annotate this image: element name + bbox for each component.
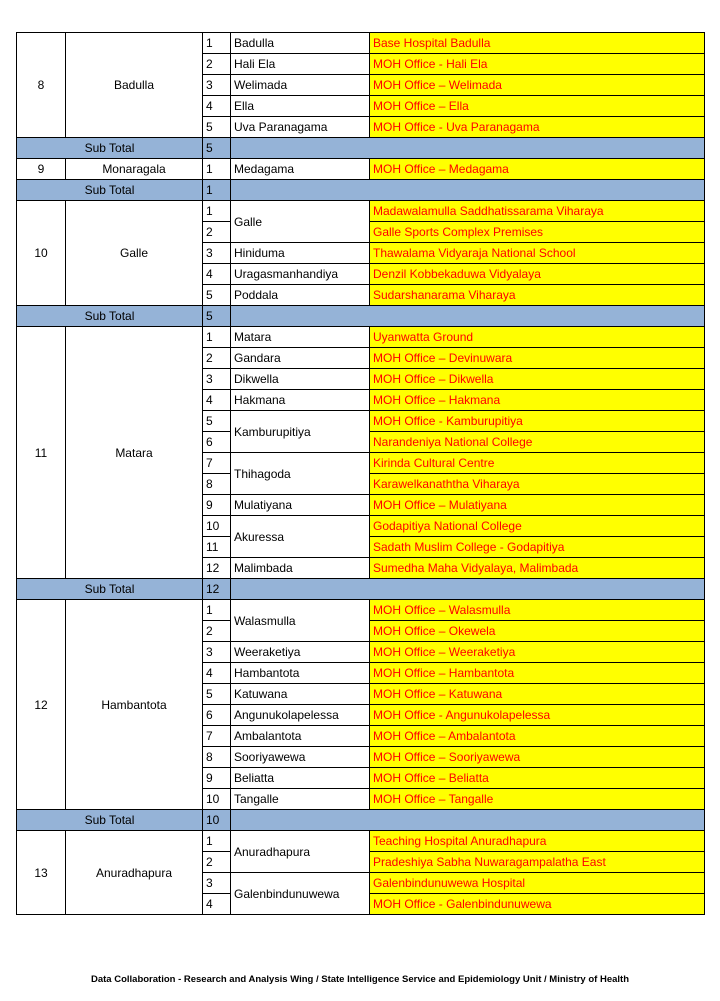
center-number: 3 <box>203 369 231 390</box>
moh-area: Sooriyawewa <box>231 747 370 768</box>
vaccination-center: MOH Office - Galenbindunuwewa <box>370 894 705 915</box>
subtotal-row <box>17 138 705 159</box>
subtotal-label: Sub Total <box>17 579 203 600</box>
vaccination-center: MOH Office - Uva Paranagama <box>370 117 705 138</box>
moh-area: Anuradhapura <box>231 831 370 873</box>
vaccination-center: Godapitiya National College <box>370 516 705 537</box>
center-number: 5 <box>203 117 231 138</box>
vaccination-center: MOH Office – Ella <box>370 96 705 117</box>
vaccination-center: Pradeshiya Sabha Nuwaragampalatha East <box>370 852 705 873</box>
district-name: Monaragala <box>66 159 203 180</box>
center-number: 7 <box>203 726 231 747</box>
vaccination-center: MOH Office – Weeraketiya <box>370 642 705 663</box>
center-number: 4 <box>203 264 231 285</box>
center-number: 4 <box>203 96 231 117</box>
vaccination-center: Madawalamulla Saddhatissarama Viharaya <box>370 201 705 222</box>
center-number: 8 <box>203 474 231 495</box>
moh-area: Uragasmanhandiya <box>231 264 370 285</box>
footer-credit: Data Collaboration - Research and Analysis Wing / State Intelligence Service and Epidemiology Unit / Ministry of Health <box>90 974 629 985</box>
moh-area: Akuressa <box>231 516 370 558</box>
subtotal-label: Sub Total <box>17 138 203 159</box>
moh-area: Hiniduma <box>231 243 370 264</box>
vaccination-center: MOH Office – Hakmana <box>370 390 705 411</box>
vaccination-center: Thawalama Vidyaraja National School <box>370 243 705 264</box>
moh-area: Dikwella <box>231 369 370 390</box>
center-number: 1 <box>203 600 231 621</box>
moh-area: Hambantota <box>231 663 370 684</box>
moh-area: Galle <box>231 201 370 243</box>
vaccination-center: MOH Office – Okewela <box>370 621 705 642</box>
moh-area: Medagama <box>231 159 370 180</box>
subtotal-value: 5 <box>203 306 231 327</box>
moh-area: Poddala <box>231 285 370 306</box>
moh-area: Thihagoda <box>231 453 370 495</box>
subtotal-empty <box>231 810 705 831</box>
center-number: 4 <box>203 390 231 411</box>
subtotal-value: 12 <box>203 579 231 600</box>
vaccination-center: Kirinda Cultural Centre <box>370 453 705 474</box>
moh-area: Uva Paranagama <box>231 117 370 138</box>
center-number: 3 <box>203 75 231 96</box>
district-name: Badulla <box>66 33 203 138</box>
subtotal-empty <box>231 306 705 327</box>
moh-area: Welimada <box>231 75 370 96</box>
center-number: 2 <box>203 621 231 642</box>
vaccination-center: MOH Office – Dikwella <box>370 369 705 390</box>
subtotal-empty <box>231 138 705 159</box>
vaccination-center: Galle Sports Complex Premises <box>370 222 705 243</box>
center-number: 5 <box>203 684 231 705</box>
center-number: 4 <box>203 894 231 915</box>
moh-area: Malimbada <box>231 558 370 579</box>
subtotal-row <box>17 579 705 600</box>
center-number: 2 <box>203 852 231 873</box>
subtotal-row <box>17 306 705 327</box>
vaccination-center: Narandeniya National College <box>370 432 705 453</box>
moh-area: Weeraketiya <box>231 642 370 663</box>
table-row <box>17 600 705 621</box>
district-name: Hambantota <box>66 600 203 810</box>
center-number: 3 <box>203 642 231 663</box>
center-number: 1 <box>203 201 231 222</box>
vaccination-center: MOH Office – Hambantota <box>370 663 705 684</box>
moh-area: Gandara <box>231 348 370 369</box>
vaccination-center: MOH Office – Devinuwara <box>370 348 705 369</box>
subtotal-value: 10 <box>203 810 231 831</box>
subtotal-value: 5 <box>203 138 231 159</box>
vaccination-center: MOH Office – Beliatta <box>370 768 705 789</box>
moh-area: Galenbindunuwewa <box>231 873 370 915</box>
moh-area: Beliatta <box>231 768 370 789</box>
subtotal-label: Sub Total <box>17 180 203 201</box>
vaccination-center: MOH Office - Angunukolapelessa <box>370 705 705 726</box>
district-name: Galle <box>66 201 203 306</box>
subtotal-empty <box>231 180 705 201</box>
moh-area: Ambalantota <box>231 726 370 747</box>
district-name: Anuradhapura <box>66 831 203 915</box>
moh-area: Mulatiyana <box>231 495 370 516</box>
vaccination-center: MOH Office – Mulatiyana <box>370 495 705 516</box>
vaccination-center: MOH Office – Sooriyawewa <box>370 747 705 768</box>
table-row <box>17 33 705 54</box>
table-row <box>17 327 705 348</box>
center-number: 9 <box>203 495 231 516</box>
table-row <box>17 831 705 852</box>
moh-area: Matara <box>231 327 370 348</box>
district-number: 11 <box>17 327 66 579</box>
vaccination-center: Sumedha Maha Vidyalaya, Malimbada <box>370 558 705 579</box>
subtotal-row <box>17 180 705 201</box>
moh-area: Kamburupitiya <box>231 411 370 453</box>
moh-area: Badulla <box>231 33 370 54</box>
center-number: 2 <box>203 222 231 243</box>
center-number: 1 <box>203 327 231 348</box>
district-number: 13 <box>17 831 66 915</box>
moh-area: Katuwana <box>231 684 370 705</box>
subtotal-label: Sub Total <box>17 810 203 831</box>
vaccination-centers-table <box>16 32 705 915</box>
vaccination-center: Teaching Hospital Anuradhapura <box>370 831 705 852</box>
vaccination-center: Galenbindunuwewa Hospital <box>370 873 705 894</box>
center-number: 1 <box>203 159 231 180</box>
center-number: 2 <box>203 348 231 369</box>
moh-area: Angunukolapelessa <box>231 705 370 726</box>
center-number: 10 <box>203 789 231 810</box>
vaccination-center: Denzil Kobbekaduwa Vidyalaya <box>370 264 705 285</box>
center-number: 8 <box>203 747 231 768</box>
center-number: 5 <box>203 411 231 432</box>
moh-area: Ella <box>231 96 370 117</box>
vaccination-center: Sadath Muslim College - Godapitiya <box>370 537 705 558</box>
moh-area: Tangalle <box>231 789 370 810</box>
vaccination-center: MOH Office – Walasmulla <box>370 600 705 621</box>
vaccination-center: MOH Office – Tangalle <box>370 789 705 810</box>
vaccination-center: Sudarshanarama Viharaya <box>370 285 705 306</box>
vaccination-center: MOH Office – Katuwana <box>370 684 705 705</box>
vaccination-center: Karawelkanaththa Viharaya <box>370 474 705 495</box>
center-number: 7 <box>203 453 231 474</box>
vaccination-center: Base Hospital Badulla <box>370 33 705 54</box>
moh-area: Walasmulla <box>231 600 370 642</box>
center-number: 6 <box>203 705 231 726</box>
center-number: 9 <box>203 768 231 789</box>
center-number: 4 <box>203 663 231 684</box>
moh-area: Hakmana <box>231 390 370 411</box>
center-number: 3 <box>203 873 231 894</box>
center-number: 5 <box>203 285 231 306</box>
district-number: 8 <box>17 33 66 138</box>
vaccination-center: MOH Office – Medagama <box>370 159 705 180</box>
table-row <box>17 201 705 222</box>
vaccination-center: MOH Office – Ambalantota <box>370 726 705 747</box>
center-number: 6 <box>203 432 231 453</box>
subtotal-value: 1 <box>203 180 231 201</box>
center-number: 3 <box>203 243 231 264</box>
moh-area: Hali Ela <box>231 54 370 75</box>
center-number: 10 <box>203 516 231 537</box>
center-number: 11 <box>203 537 231 558</box>
vaccination-center: MOH Office - Kamburupitiya <box>370 411 705 432</box>
district-number: 12 <box>17 600 66 810</box>
vaccination-center: MOH Office - Hali Ela <box>370 54 705 75</box>
center-number: 12 <box>203 558 231 579</box>
table-row <box>17 159 705 180</box>
center-number: 1 <box>203 33 231 54</box>
subtotal-empty <box>231 579 705 600</box>
vaccination-center: MOH Office – Welimada <box>370 75 705 96</box>
center-number: 1 <box>203 831 231 852</box>
vaccination-center: Uyanwatta Ground <box>370 327 705 348</box>
subtotal-row <box>17 810 705 831</box>
district-number: 10 <box>17 201 66 306</box>
center-number: 2 <box>203 54 231 75</box>
district-number: 9 <box>17 159 66 180</box>
subtotal-label: Sub Total <box>17 306 203 327</box>
district-name: Matara <box>66 327 203 579</box>
